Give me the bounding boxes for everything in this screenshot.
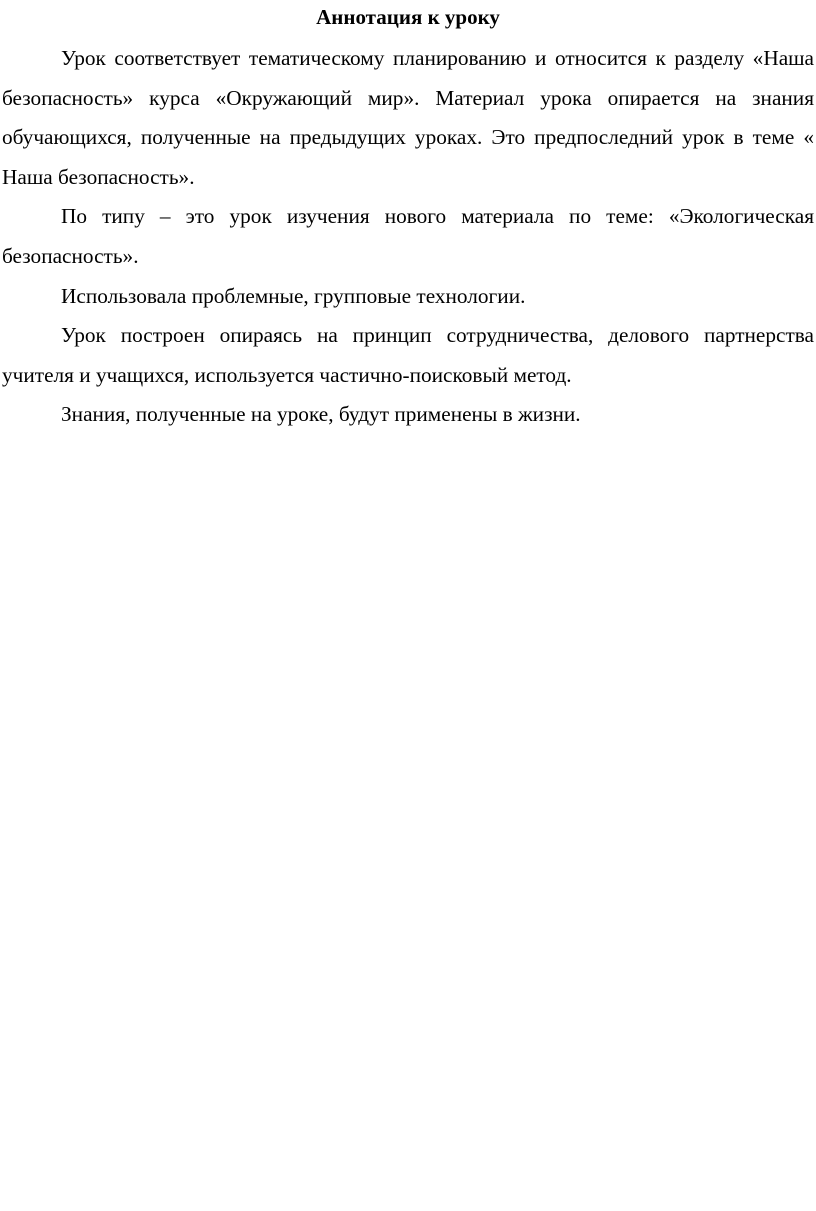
- paragraph-lesson-type: По типу – это урок изучения нового материала по теме: «Экологическая безопасность».: [2, 204, 814, 268]
- paragraph-lesson-context: Урок соответствует тематическому планированию и относится к разделу «Наша безопасность» курса «Окружающий мир». Материал урока опирается на знания обучающихся, полученные на предыдущих уроках. Это предпоследний урок в теме « Наша безопасность».: [2, 46, 814, 189]
- document-title: Аннотация к уроку: [316, 5, 500, 29]
- paragraph-lesson-method: Урок построен опираясь на принцип сотрудничества, делового партнерства учителя и учащихся, используется частично-поисковый метод.: [2, 323, 814, 387]
- paragraph-knowledge-application: Знания, полученные на уроке, будут применены в жизни.: [61, 402, 581, 427]
- paragraph-technologies: Использовала проблемные, групповые технологии.: [61, 283, 526, 308]
